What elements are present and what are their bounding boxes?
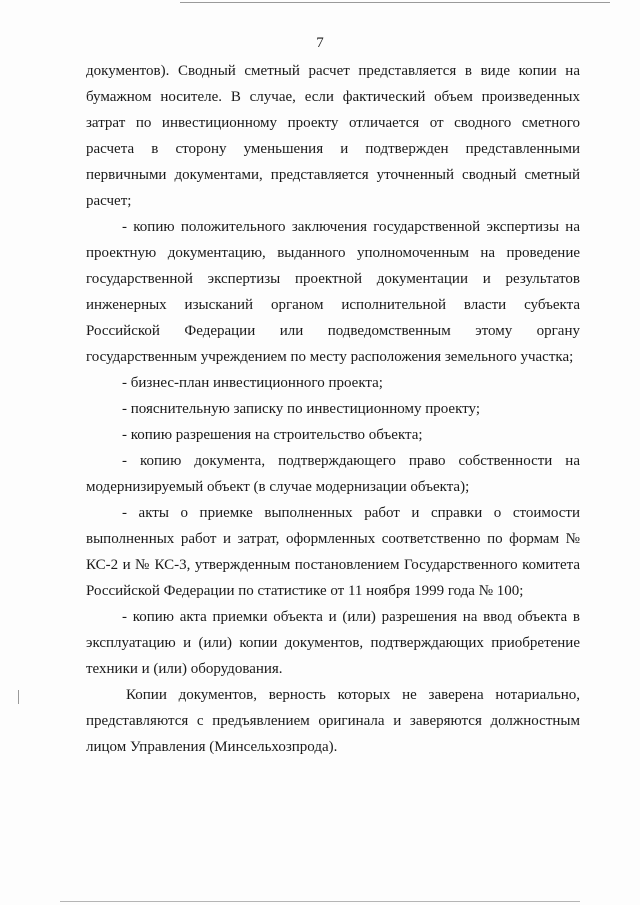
margin-mark	[18, 690, 19, 704]
paragraph-expertise-conclusion: - копию положительного заключения государственной экспертизы на проектную документацию, выданного уполномоченным на проведение государственной экспертизы проектной документации и результатов инженерных изысканий органом исполнительной власти субъекта Российской Федерации или подведомственным этому органу государственным учреждением по месту расположения земельного участка;	[86, 219, 580, 365]
document-body	[86, 58, 580, 760]
paragraph-commissioning-act: - копию акта приемки объекта и (или) разрешения на ввод объекта в эксплуатацию и (или) копии документов, подтверждающих приобретение техники и (или) оборудования.	[86, 609, 580, 677]
top-rule	[180, 2, 610, 3]
paragraph-construction-permit: - копию разрешения на строительство объекта;	[122, 427, 423, 443]
paragraph-business-plan: - бизнес-план инвестиционного проекта;	[122, 375, 383, 391]
paragraph-explanatory-note: - пояснительную записку по инвестиционному проекту;	[122, 401, 480, 417]
page-number: 7	[316, 35, 324, 51]
paragraph-acceptance-acts: - акты о приемке выполненных работ и справки о стоимости выполненных работ и затрат, оформленных соответственно по формам № КС-2 и № КС-3, утвержденным постановлением Государственного комитета Российской Федерации по статистике от 11 ноября 1999 года № 100;	[86, 505, 580, 599]
paragraph-ownership-document: - копию документа, подтверждающего право собственности на модернизируемый объект (в случае модернизации объекта);	[86, 453, 580, 495]
paragraph-estimate-continuation: документов). Сводный сметный расчет представляется в виде копии на бумажном носителе. В случае, если фактический объем произведенных затрат по инвестиционному проекту отличается от сводного сметного расчета в сторону уменьшения и подтвержден представленными первичными документами, представляется уточненный сводный сметный расчет;	[86, 63, 580, 209]
paragraph-copies-certification: Копии документов, верность которых не заверена нотариально, представляются с предъявлением оригинала и заверяются должностным лицом Управления (Минсельхозпрода).	[86, 687, 580, 755]
bottom-rule	[60, 901, 580, 902]
